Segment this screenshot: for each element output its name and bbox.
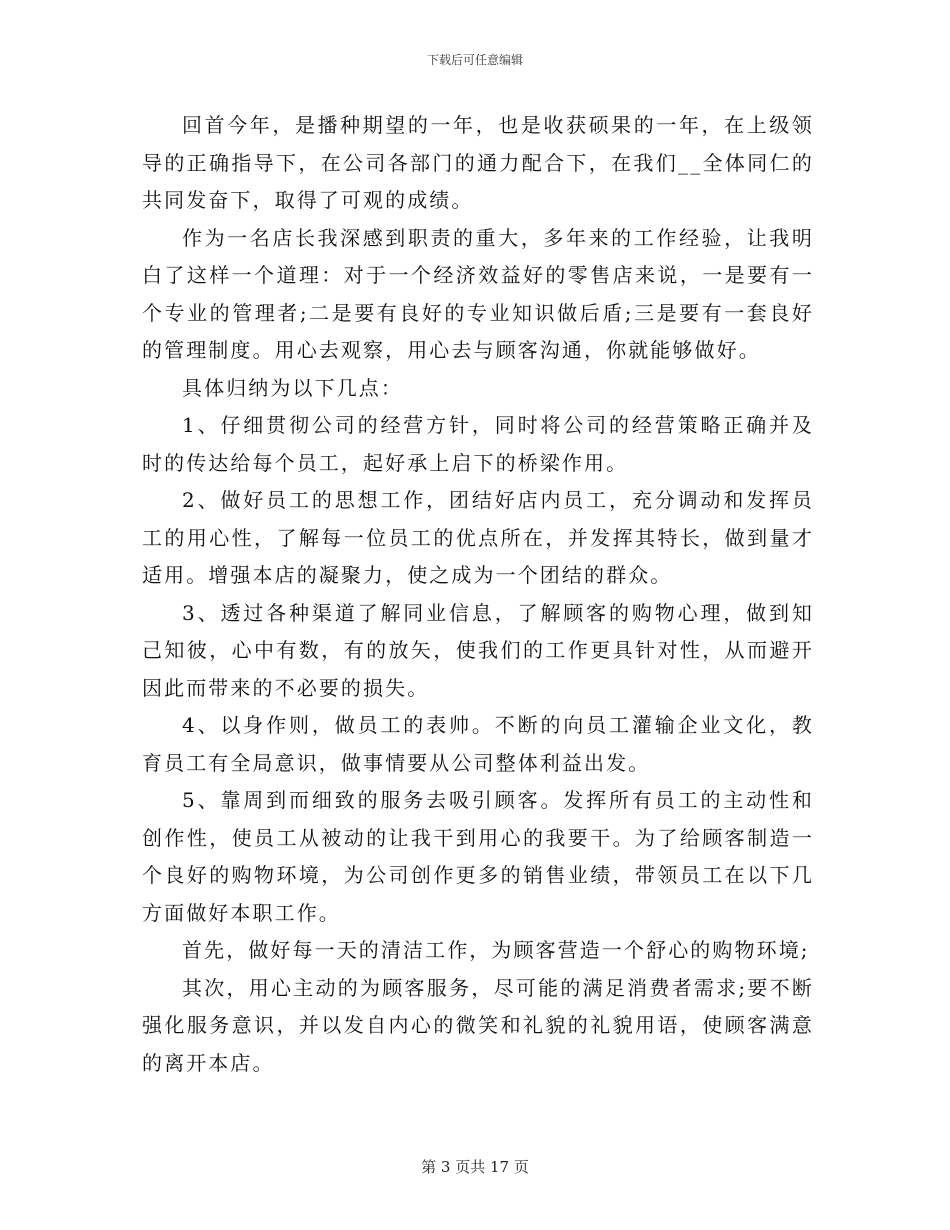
- paragraph-point-3: 3、透过各种渠道了解同业信息，了解顾客的购物心理，做到知己知彼，心中有数，有的放矢，使我们的工作更具针对性，从而避开因此而带来的不必要的损失。: [142, 600, 814, 700]
- download-edit-note: 下载后可任意编辑: [426, 53, 523, 67]
- paragraph-store-manager-duty: 作为一名店长我深感到职责的重大，多年来的工作经验，让我明白了这样一个道理：对于一个经济效益好的零售店来说，一是要有一个专业的管理者;二是要有良好的专业知识做后盾;三是要有一套良好的管理制度。用心去观察，用心去与顾客沟通，你就能够做好。: [142, 225, 814, 362]
- paragraph-summary-heading: 具体归纳为以下几点：: [182, 375, 403, 400]
- paragraph-second: 其次，用心主动的为顾客服务，尽可能的满足消费者需求;要不断强化服务意识，并以发自内心的微笑和礼貌的礼貌用语，使顾客满意的离开本店。: [142, 975, 814, 1075]
- paragraph-point-4: 4、以身作则，做员工的表帅。不断的向员工灌输企业文化，教育员工有全局意识，做事情要从公司整体利益出发。: [142, 713, 814, 775]
- paragraph-point-2: 2、做好员工的思想工作，团结好店内员工，充分调动和发挥员工的用心性，了解每一位员工的优点所在，并发挥其特长，做到量才适用。增强本店的凝聚力，使之成为一个团结的群众。: [142, 488, 814, 587]
- paragraph-intro: 回首今年，是播种期望的一年，也是收获硕果的一年，在上级领导的正确指导下，在公司各部门的通力配合下，在我们__全体同仁的共同发奋下，取得了可观的成绩。: [142, 113, 814, 212]
- paragraph-point-5: 5、靠周到而细致的服务去吸引顾客。发挥所有员工的主动性和创作性，使员工从被动的让我干到用心的我要干。为了给顾客制造一个良好的购物环境，为公司创作更多的销售业绩，带领员工在以下几方面做好本职工作。: [142, 788, 814, 925]
- paragraph-point-1: 1、仔细贯彻公司的经营方针，同时将公司的经营策略正确并及时的传达给每个员工，起好承上启下的桥梁作用。: [142, 413, 814, 475]
- paragraph-first: 首先，做好每一天的清洁工作，为顾客营造一个舒心的购物环境;: [182, 938, 810, 962]
- page-number: 第 3 页共 17 页: [421, 1158, 529, 1176]
- document-body: [142, 107, 814, 1082]
